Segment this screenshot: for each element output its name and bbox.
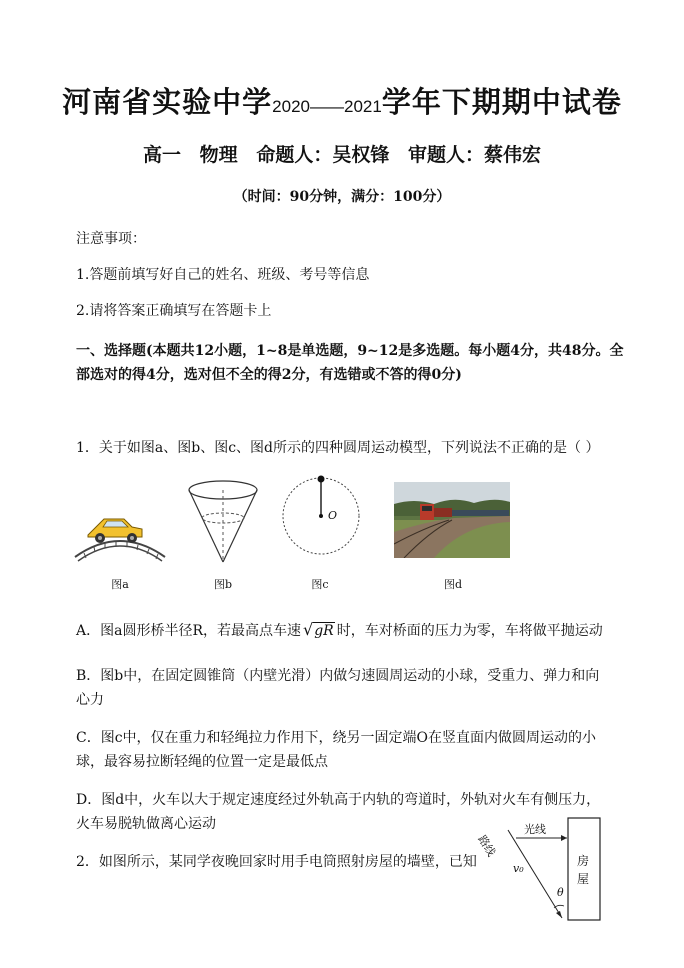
q2-fig-road-label: 路线 <box>475 833 498 859</box>
option-d-line1: D．图d中，火车以大于规定速度经过外轨高于内轨的弯道时，外轨对火车有侧压力， <box>76 792 601 808</box>
subtitle <box>0 140 684 167</box>
title-year: 2020——2021 <box>272 97 382 116</box>
figure-d-photo <box>394 482 510 558</box>
q2-fig-light-label: 光线 <box>524 823 546 836</box>
option-c-line1: C．图c中，仅在重力和轻绳拉力作用下，绕另一固定端O在竖直面内做圆周运动的小 <box>76 730 597 746</box>
figure-b-caption: 图b <box>213 578 233 591</box>
figure-b <box>183 478 263 568</box>
grade: 高一 <box>143 144 182 166</box>
option-c-line2: 球，最容易拉断轻绳的位置一定是最低点 <box>76 754 328 770</box>
q1-option-b <box>76 664 599 712</box>
figure-c-label-o: O <box>328 509 338 522</box>
page-title <box>0 80 684 121</box>
option-a-text-post: 时，车对桥面的压力为零，车将做平抛运动 <box>336 623 603 639</box>
section-heading-line1: 一、选择题(本题共12小题，1~8是单选题，9~12是多选题。每小题4分，共48分。全 <box>76 343 624 359</box>
option-b-line2: 心力 <box>76 692 104 708</box>
time-info: （时间：90分钟，满分：100分） <box>233 189 451 205</box>
car-icon <box>88 519 142 543</box>
figure-d-caption: 图d <box>443 578 463 591</box>
notes-heading: 注意事项： <box>76 231 146 247</box>
note-item-2: 2.请将答案正确填写在答题卡上 <box>76 303 272 319</box>
author: 命题人：吴权锋 <box>256 144 390 166</box>
q2-fig-house-1: 房 <box>577 854 590 868</box>
figure-a-caption: 图a <box>111 578 129 591</box>
option-b-line1: B．图b中，在固定圆锥筒（内壁光滑）内做匀速圆周运动的小球，受重力、弹力和向 <box>76 668 600 684</box>
sqrt-radicand: gR <box>314 623 334 639</box>
q1-option-a <box>76 618 603 643</box>
title-suffix: 学年下期期中试卷 <box>381 85 622 119</box>
section-heading-line2: 部选对的得4分，选对但不全的得2分，有选错或不答的得0分) <box>76 367 462 383</box>
figure-c-caption: 图c <box>311 578 329 591</box>
figure-a <box>70 505 170 565</box>
option-a-text-pre: A．图a圆形桥半径R，若最高点车速 <box>76 623 301 639</box>
q1-stem: 1．关于如图a、图b、图c、图d所示的四种圆周运动模型，下列说法不正确的是（ ） <box>76 440 600 456</box>
sqrt-expression: √gR <box>303 620 334 639</box>
q2-fig-theta-label: θ <box>557 886 564 899</box>
q1-option-c <box>76 726 596 774</box>
q2-fig-house-2: 屋 <box>577 872 590 886</box>
figure-c <box>279 472 363 562</box>
note-item-1: 1.答题前填写好自己的姓名、班级、考号等信息 <box>76 267 370 283</box>
reviewer: 审题人：蔡伟宏 <box>407 144 541 166</box>
q2-fig-v0-label: v₀ <box>513 862 524 875</box>
title-prefix: 河南省实验中学 <box>62 85 273 119</box>
option-d-line2: 火车易脱轨做离心运动 <box>76 816 216 832</box>
subject: 物理 <box>199 144 238 166</box>
q2-stem: 2．如图所示，某同学夜晚回家时用手电筒照射房屋的墙壁，已知 <box>76 854 477 870</box>
